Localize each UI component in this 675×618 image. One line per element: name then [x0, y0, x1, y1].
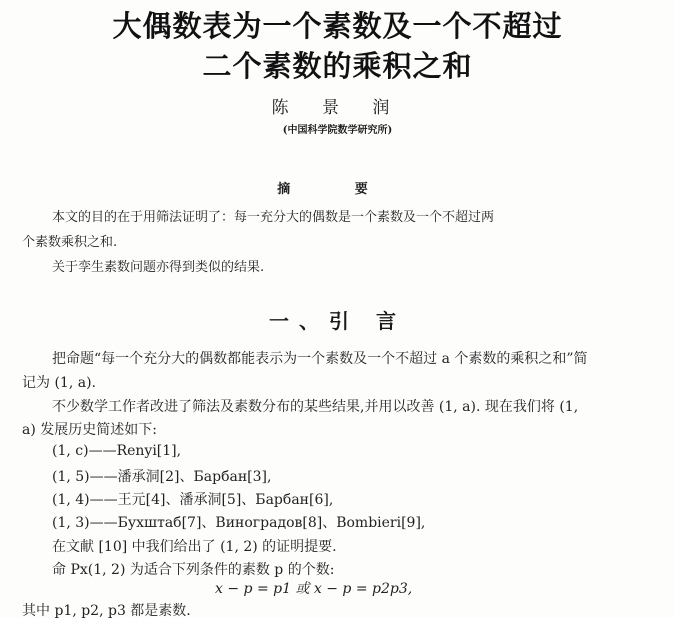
- body-line: 把命题“每一个充分大的偶数都能表示为一个素数及一个不超过 a 个素数的乘积之和”简: [52, 351, 588, 367]
- title-line-1: 大偶数表为一个素数及一个不超过: [112, 9, 563, 43]
- body-line: 记为 (1, a).: [22, 375, 96, 391]
- abstract-heading: 摘 要: [277, 182, 398, 197]
- abstract-line: 关于孪生素数问题亦得到类似的结果.: [52, 260, 265, 275]
- body-line: 在文献 [10] 中我们给出了 (1, 2) 的证明提要.: [52, 539, 337, 555]
- body-line: (1, 4)——王元[4]、潘承洞[5]、Барбан[6],: [52, 492, 334, 508]
- abstract-line: 个素数乘积之和.: [22, 235, 118, 250]
- body-line: (1, c)——Renyi[1],: [52, 443, 182, 459]
- body-line: a) 发展历史简述如下:: [22, 422, 157, 438]
- formula: x − p = p1 或 x − p = p2p3,: [215, 581, 413, 597]
- affiliation: (中国科学院数学研究所): [282, 125, 393, 136]
- abstract-line: 本文的目的在于用筛法证明了：每一充分大的偶数是一个素数及一个不超过两: [52, 210, 495, 225]
- body-line: 不少数学工作者改进了筛法及素数分布的某些结果,并用以改善 (1, a). 现在我们将 (1,: [52, 399, 579, 415]
- body-line: (1, 3)——Бухштаб[7]、Виноградов[8]、Bombieri[9],: [52, 515, 426, 531]
- body-line: 其中 p1, p2, p3 都是素数.: [22, 603, 191, 618]
- section-heading: 一、引 言: [269, 309, 406, 333]
- body-line: (1, 5)——潘承洞[2]、Барбан[3],: [52, 469, 272, 485]
- body-line: 命 Px(1, 2) 为适合下列条件的素数 p 的个数:: [52, 562, 335, 578]
- title-line-2: 二个素数的乘积之和: [202, 49, 473, 83]
- author: 陈 景 润: [271, 98, 404, 118]
